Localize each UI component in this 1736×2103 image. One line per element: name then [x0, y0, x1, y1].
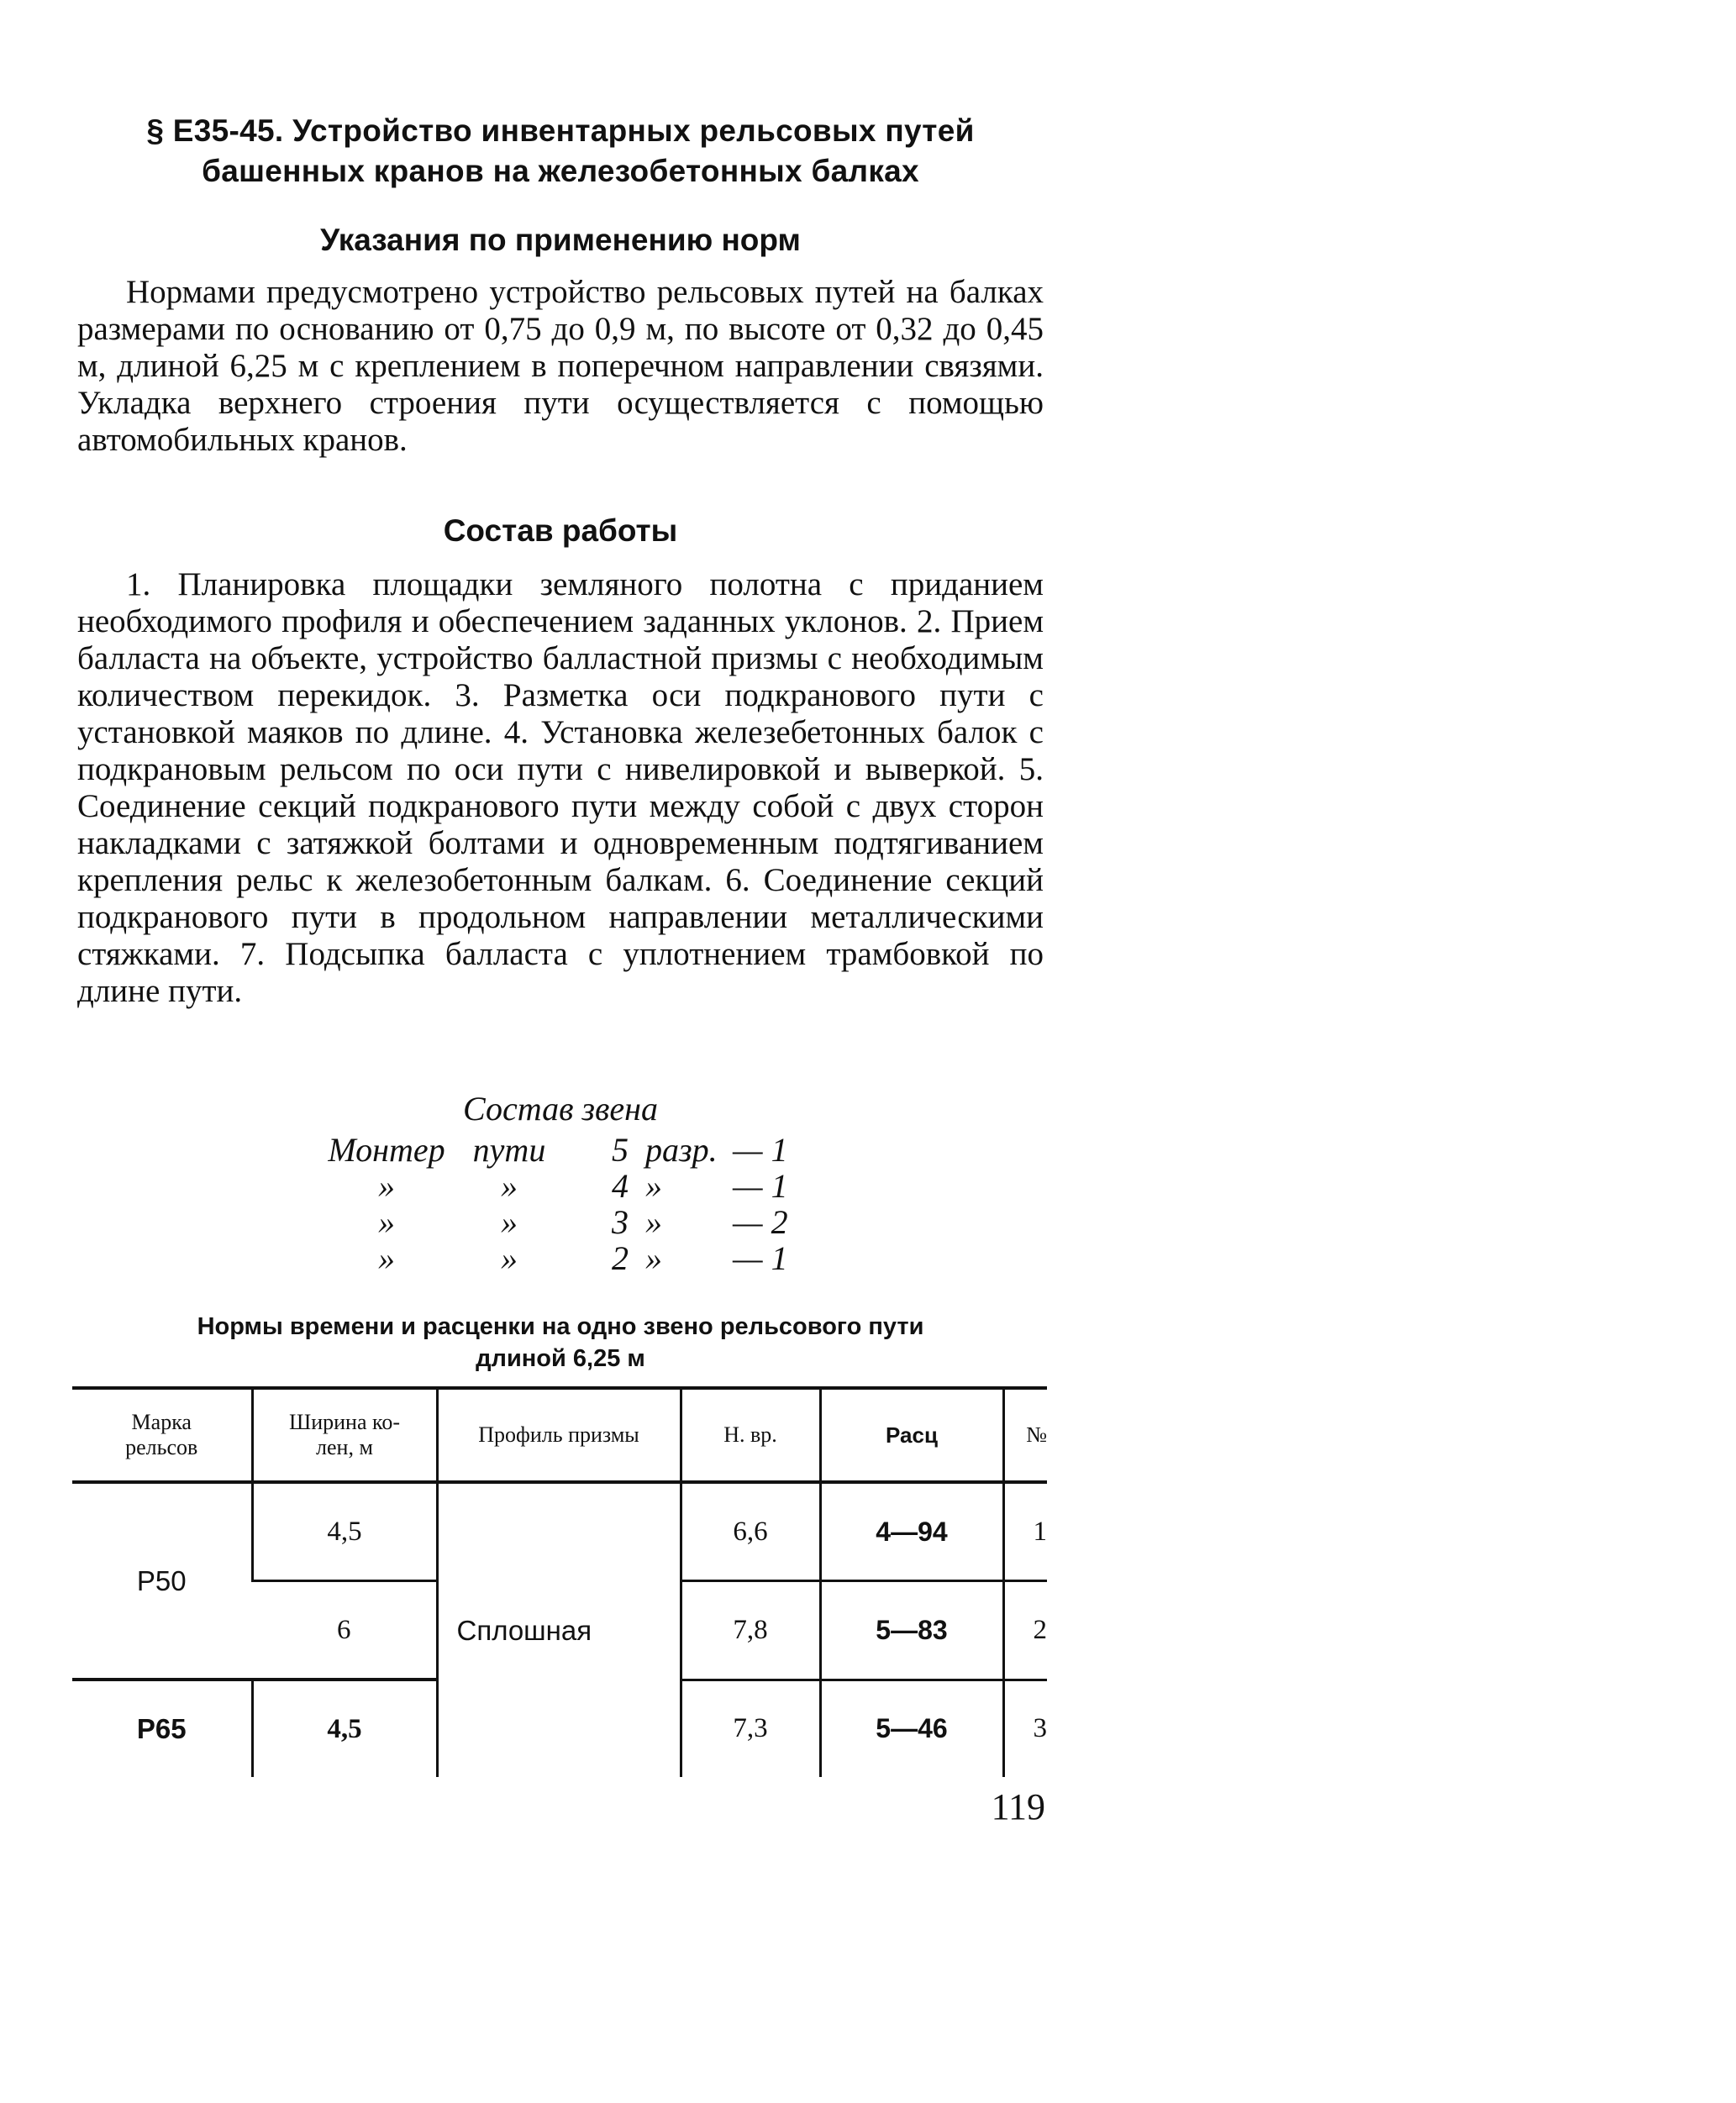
crew-profession: Монтер — [328, 1131, 445, 1169]
row-number-cell: 1 — [1003, 1482, 1047, 1581]
instructions-heading: Указания по применению норм — [320, 223, 801, 257]
rail-mark-cell: Р65 — [72, 1680, 252, 1777]
crew-grade: 3 — [612, 1203, 629, 1241]
crew-profession: » — [378, 1239, 395, 1277]
crew-profession: » — [378, 1203, 395, 1241]
page-number: 119 — [991, 1786, 1045, 1827]
crew-grade: 4 — [612, 1167, 629, 1205]
crew-table — [313, 1132, 792, 1276]
crew-row — [313, 1240, 792, 1276]
norms-table — [72, 1386, 1047, 1777]
crew-unit: разр. — [645, 1131, 718, 1169]
crew-grade: 5 — [612, 1131, 629, 1169]
work-heading: Состав работы — [443, 513, 678, 548]
header-rate: Расц — [820, 1388, 1003, 1482]
crew-count: — 2 — [733, 1203, 788, 1241]
crew-count: — 1 — [733, 1239, 788, 1277]
section-title-line-2: башенных кранов на железобетонных балках — [202, 154, 919, 188]
header-time-norm: Н. вр. — [681, 1388, 820, 1482]
prism-profile-cell: Сплошная — [437, 1482, 681, 1777]
norms-caption-line-1: Нормы времени и расценки на одно звено рельсового пути — [197, 1313, 924, 1340]
crew-unit: » — [645, 1239, 662, 1277]
instructions-paragraph: Нормами предусмотрено устройство рельсовых путей на балках размерами по основанию от 0,75 до 0,9 м, по высоте от 0,32 до 0,45 м, длиной 6,25 м с креплением в поперечном направлении связями. Укладка верхнего строения пути осуществляется с помощью автомобильных кранов. — [77, 274, 1044, 458]
crew-unit: » — [645, 1167, 662, 1205]
row-number-cell: 2 — [1003, 1581, 1047, 1680]
section-title — [77, 111, 1044, 192]
header-track-width: Ширина ко- лен, м — [252, 1388, 437, 1482]
header-row-number: № — [1003, 1388, 1047, 1482]
norms-header-row — [72, 1388, 1047, 1482]
rail-mark-cell: Р50 — [136, 1564, 187, 1596]
norms-caption — [77, 1311, 1044, 1375]
header-prism-profile: Профиль призмы — [437, 1388, 681, 1482]
rate-cell: 4—94 — [820, 1482, 1003, 1581]
crew-profession-2: пути — [472, 1131, 546, 1169]
time-norm-cell: 6,6 — [681, 1482, 820, 1581]
section-title-line-1: § Е35-45. Устройство инвентарных рельсовых путей — [146, 113, 975, 148]
norms-caption-line-2: длиной 6,25 м — [476, 1345, 645, 1372]
track-width-cell: 4,5 — [252, 1680, 437, 1777]
crew-row — [313, 1132, 792, 1168]
work-paragraph: 1. Планировка площадки земляного полотна с приданием необходимого профиля и обеспечением заданных уклонов. 2. Прием балласта на объекте, устройство балластной призмы с необходимым количеством перекидок. 3. Разметка оси подкранового пути с установкой маяков по длине. 4. Установка железебетонных балок с подкрановым рельсом по оси пути с нивелировкой и выверкой. 5. Соединение секций подкранового пути между собой с двух сторон накладками с затяжкой болтами и одновременным подтягиванием крепления рельс к железобетонным балкам. 6. Соединение секций подкранового пути в продольном направлении металлическими стяжками. 7. Подсыпка балласта с уплотнением трамбовкой по длине пути. — [77, 566, 1044, 1009]
rate-cell: 5—46 — [820, 1680, 1003, 1777]
header-rail-mark: Марка рельсов — [125, 1410, 198, 1459]
crew-row — [313, 1168, 792, 1204]
crew-unit: » — [645, 1203, 662, 1241]
crew-count: — 1 — [733, 1131, 788, 1169]
rate-cell: 5—83 — [820, 1581, 1003, 1680]
crew-grade: 2 — [612, 1239, 629, 1277]
time-norm-cell: 7,8 — [681, 1581, 820, 1680]
crew-title: Состав звена — [462, 1090, 658, 1128]
track-width-cell: 6 — [252, 1581, 437, 1680]
crew-profession-2: » — [501, 1167, 518, 1205]
crew-profession: » — [378, 1167, 395, 1205]
table-row — [72, 1482, 1047, 1581]
crew-count: — 1 — [733, 1167, 788, 1205]
crew-row — [313, 1204, 792, 1240]
row-number-cell: 3 — [1003, 1680, 1047, 1777]
time-norm-cell: 7,3 — [681, 1680, 820, 1777]
track-width-cell: 4,5 — [252, 1482, 437, 1581]
crew-profession-2: » — [501, 1203, 518, 1241]
crew-profession-2: » — [501, 1239, 518, 1277]
